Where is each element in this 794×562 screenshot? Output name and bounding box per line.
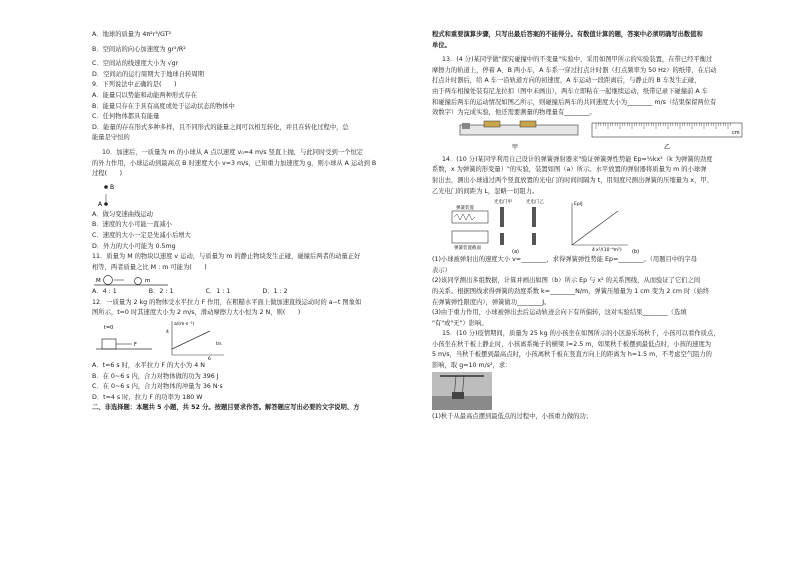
label-f: F (134, 342, 137, 349)
label-t0: t=0 (104, 325, 114, 332)
ruler-unit: cm (732, 129, 740, 136)
point-a-dot (104, 202, 108, 206)
q9-option-d: D．能量的存在形式多种多样，且不同形式的能量之间可以相互转化，并且在转化过程中，总 (92, 123, 349, 131)
q11-option-d: D．1 : 2 (262, 288, 288, 296)
q14-figure (432, 197, 792, 255)
q11-figure (92, 273, 442, 287)
q11-diagram (92, 273, 172, 287)
timer (462, 123, 470, 129)
label-spring-section: 弹簧装置截面 (454, 246, 481, 252)
tick-4: 4 (592, 248, 595, 254)
q8-option-c: C．空间站的线速度大小为 √gr (92, 60, 179, 68)
q8-option-d: D．空间站的运行周期大于地球自转周期 (92, 70, 204, 78)
q10-stem-line3: 过程( ) (92, 170, 123, 178)
q13-stem: 13．(4 分)某同学做"探究碰撞中的不变量"实验中，采用如图甲所示的实验装置，在带已经平衡过 (442, 56, 713, 64)
q14-part-2-cont: 的关系。根据图线求得弹簧的劲度系数 k=________N/m，弹簧压缩量为 1 cm 变为 2 cm 时（始终 (432, 287, 710, 295)
q11-option-a: A．4 : 1 (92, 288, 117, 296)
spring-section (452, 231, 488, 243)
q8-option-a: A．地球的质量为 4π²r³/GT² (92, 31, 171, 38)
cart-a (484, 121, 500, 127)
q14-part-1: (1)小球被弹射出的速度大小 v=________，求得弹簧弹性势能 Ep=________。（用题目中的字母 (432, 256, 698, 264)
q12-option-b: B．在 0~6 s 内，合力对物体做的功为 396 J (92, 372, 219, 380)
swing-photo (432, 372, 492, 412)
caption-yi: 乙 (664, 143, 671, 151)
q15-figure (432, 372, 792, 412)
q11-stem: 11．质量为 M 的物块以速度 v 运动，与质量为 m 的静止物块发生正碰，碰撞后两者的动量正好 (92, 253, 361, 261)
q11-stem-line2: 相等，两者质量之比 M : m 可能为( ) (92, 263, 207, 271)
q12-diagram (92, 319, 232, 361)
track (460, 125, 578, 135)
label-b: B (110, 183, 115, 191)
q14-stem-line4: 乙光电门的间距为 L，忽略一切阻力。 (432, 187, 539, 195)
label-big-m: M (96, 278, 101, 285)
q10-stem: 10．加速后，一质量为 m 的小球从 A 点以速度 v₀=4 m/s 竖直上抛，与此同时受到一个恒定 (102, 148, 364, 156)
q11-options (92, 287, 442, 298)
gate-1-base (500, 233, 504, 245)
gate-1 (500, 207, 504, 227)
q13-diagram (432, 119, 782, 155)
launcher (452, 211, 488, 223)
q11-option-c: C．1 : 1 (205, 288, 231, 296)
q14-part-1-cont: 表示） (432, 266, 451, 274)
q15-stem: 15．(10 分)疫情期间，质量为 25 kg 的小孩坐在如图所示的小区游乐场秋千，小孩可以看作质点， (442, 330, 720, 338)
q8-option-b: B．空间站的向心加速度为 gr²/R² (92, 45, 186, 53)
q14-part-2-cont2: 在弹簧弹性限度内），弹簧做功________J。 (432, 298, 551, 306)
q15-stem-line2: 小孩坐在秋千板上静止时，小孩离系绳子的横梁 l=2.5 m，如果秋千板摆到最低点时，小孩的速度为 (432, 340, 712, 348)
child (452, 392, 464, 399)
section-2-heading: 二、非选择题：本题共 5 小题，共 52 分。按题目要求作答。解答题应写出必要的文字说明、方 (92, 404, 360, 412)
section-2-heading-cont2: 单位。 (432, 41, 451, 49)
point-b-dot (104, 185, 108, 189)
block (102, 339, 116, 349)
q12-stem: 12．一质量为 2 kg 的物体受水平拉力 F 作用，在粗糙水平面上做加速直线运动时的 a−t 图象如 (92, 298, 362, 306)
block-m-large (104, 276, 113, 285)
caption-a: (a) (512, 249, 519, 256)
q10-option-c: C．速度的大小一定是先减小后增大 (92, 231, 191, 239)
section-2-heading-cont: 程式和重要演算步骤，只写出最后答案的不能得分。有数值计算的题，答案中必须明确写出数值和 (432, 31, 703, 38)
q15-stem-line3: 5 m/s，当秋千板摆到最高点时，小孩离秋千板在竖直方向上的距离为 h=1.5 m，不考虑空气阻力的 (432, 351, 712, 359)
q14-stem-line3: 射出去，测出小球通过两个竖直放置的光电门的时间间隔为 t，用刻度尺测出弹簧的压缩量为 x，甲、 (432, 176, 713, 184)
q10-option-a: A．做匀变速曲线运动 (92, 210, 153, 218)
caption-b: (b) (632, 249, 640, 256)
q15-stem-line4: 影响，取 g=10 m/s²，求： (432, 362, 512, 370)
left-column (92, 30, 442, 414)
q14-part-3: (3)由于重力作用，小球被弹出去后运动轨迹会向下有所偏转，这对实验结果________（选填 (432, 309, 687, 317)
q13-stem-line3: 打点计时器后，给 A 车一沿轨道方向的初速度，A 车运动一段距离后，与静止的 B 车发生正碰， (432, 77, 701, 85)
q11-option-b: B．2 : 1 (148, 288, 174, 296)
ep-axis-label: Ep/J (574, 202, 583, 208)
q14-part-3-cont: "有"或"无"）影响。 (432, 319, 488, 327)
a-axis-label: a/(m·s⁻²) (174, 322, 195, 328)
q14-part-2: (2)该同学测出多组数据，计算并画出如图（b）所示 Ep 与 x² 的关系图线，从而验证了它们之间 (432, 277, 701, 285)
label-gate-2: 光电门乙 (526, 200, 544, 206)
q14-diagram (432, 197, 782, 255)
caption-jia: 甲 (512, 143, 519, 151)
q9-option-c: C．任何物体都具有能量 (92, 113, 160, 121)
q13-stem-line5: 和碰撞后两车的运动情况如图乙所示，则碰撞后两车的共同速度大小为________ m/s（结果保留两位有 (432, 98, 717, 106)
q10-option-d: D．外力的大小可能为 0.5mg (92, 242, 176, 250)
a-t-line (172, 331, 210, 349)
ruler (592, 123, 742, 137)
q13-stem-line4: 由于两车相撞处装有尼龙拉扣（图中未画出），两车立即粘在一起继续运动，纸带记录下碰撞前 A 车 (432, 87, 708, 95)
q10-option-b: B．速度的大小可能一直减小 (92, 221, 172, 229)
q9-option-b: B．能量只存在于具有高度或处于运动状态的物体中 (92, 102, 235, 110)
q12-option-c: C．在 0~6 s 内，合力对物体的冲量为 36 N·s (92, 383, 223, 391)
q9-option-d-cont: 能量是守恒的 (92, 134, 130, 142)
q10-figure (92, 180, 442, 210)
gate-2 (532, 207, 536, 227)
label-launcher: 弹簧装置 (456, 206, 474, 212)
q14-stem: 14．(10 分)某同学利用自己设计的弹簧弹射器来"验证弹簧弹性势能 Ep=½kx²（k 为弹簧的劲度 (442, 155, 713, 163)
q13-stem-line6: 效数字）为完成实验，他还需要测量的物理量有________。 (432, 109, 596, 117)
spring (454, 214, 475, 220)
q10-diagram (92, 180, 132, 210)
ep-x2-line (572, 211, 618, 245)
t-axis-label: t/s (216, 342, 222, 348)
q15-part-1: (1)秋千从最高点摆到最低点的过程中，小孩重力做的功； (432, 412, 593, 420)
q13-stem-line2: 摩擦力的轨道上，停着 A、B 两小车，A 车系一穿过打点计时器（打点频率为 50 Hz）的纸带，在启动 (432, 66, 717, 74)
q10-stem-line2: 的外力作用，小球运动到最高点 B 时速度大小 v=3 m/s，已知重力加速度为 g，则小球从 A 运动到 B (92, 159, 377, 167)
q13-figure (432, 119, 792, 155)
q12-stem-line2: 图所示，t=0 时其速度大小为 2 m/s，滑动摩擦力大小恒为 2 N，则( ) (92, 309, 301, 317)
q14-stem-line2: 系数，x 为弹簧的形变量）"的实验，装置如图（a）所示。水平放置的弹射器将质量为 m 的小球弹 (432, 166, 707, 174)
q12-option-d: D．t=4 s 时，拉力 F 的功率为 180 W (92, 393, 203, 401)
gate-2-base (532, 233, 536, 245)
cart-b (520, 121, 536, 127)
tick-6: 6 (208, 357, 211, 362)
label-small-m: m (145, 278, 151, 285)
tick-4: 4 (166, 330, 169, 336)
q12-option-a: A．t=6 s 时，水平拉力 F 的大小为 4 N (92, 362, 205, 370)
label-a: A (98, 200, 103, 208)
right-column (432, 30, 792, 422)
label-gate-1: 光电门甲 (494, 200, 512, 206)
q12-figure (92, 319, 442, 361)
q9-option-a: A．能量只以势能和动能两种形式存在 (92, 91, 198, 99)
x2-axis-label: x²/(10⁻⁴m²) (596, 248, 622, 254)
block-m-small (135, 278, 142, 285)
q9-stem: 9．下列说法中正确的是( ) (92, 81, 177, 89)
